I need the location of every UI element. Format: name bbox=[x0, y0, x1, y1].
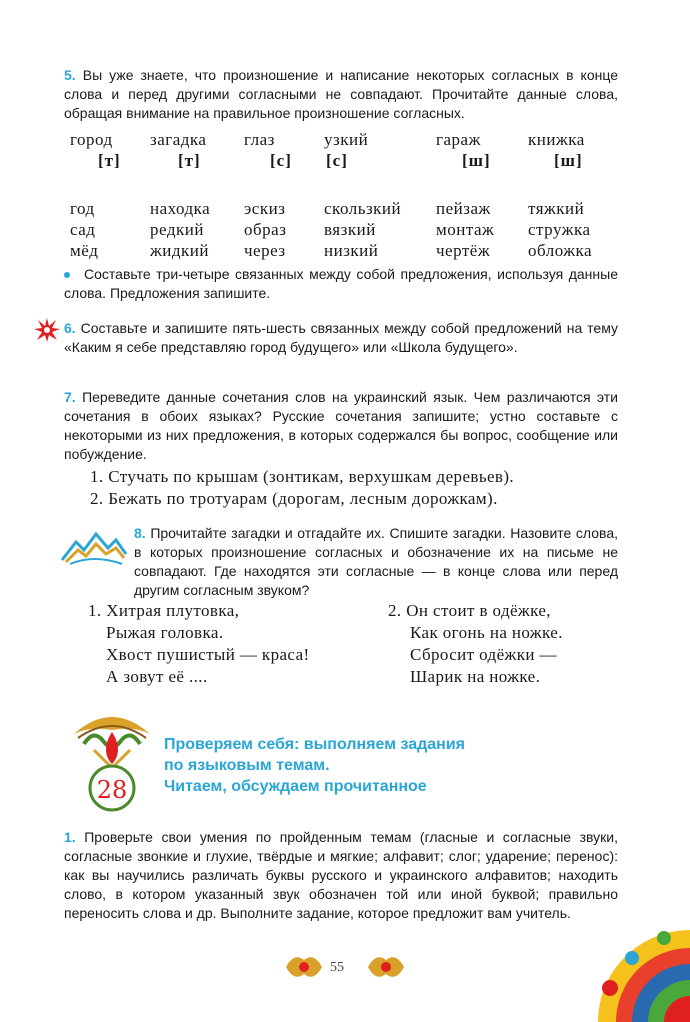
head-word: гараж bbox=[436, 130, 481, 149]
lesson-title-line: по языковым темам. bbox=[164, 757, 330, 774]
word: скользкий bbox=[324, 199, 402, 218]
word: образ bbox=[244, 220, 287, 239]
word: вязкий bbox=[324, 220, 376, 239]
bullet-icon bbox=[64, 272, 70, 278]
word: через bbox=[244, 241, 286, 260]
head-word: книжка bbox=[528, 130, 585, 149]
exercise-5-bullet bbox=[64, 265, 618, 303]
exercise-number: 8. bbox=[134, 525, 146, 541]
exercise-number: 7. bbox=[64, 389, 76, 405]
head-word: город bbox=[70, 130, 113, 149]
riddle-line: А зовут её .... bbox=[106, 667, 208, 686]
star-burst-icon bbox=[34, 318, 60, 342]
ornament-right-icon bbox=[366, 950, 406, 984]
riddle-2 bbox=[388, 600, 563, 688]
word: редкий bbox=[150, 220, 204, 239]
sound-mark: [ш] bbox=[462, 151, 491, 170]
word: сад bbox=[70, 220, 96, 239]
ornament-left-icon bbox=[284, 950, 324, 984]
word: мёд bbox=[70, 241, 99, 260]
word-column bbox=[150, 130, 210, 262]
sound-mark: [т] bbox=[98, 151, 121, 170]
list-item: 1. Стучать по крышам (зонтикам, верхушкам деревьев). bbox=[90, 467, 515, 486]
word: пейзаж bbox=[436, 199, 491, 218]
lesson-title bbox=[164, 734, 465, 797]
list-item: 2. Бежать по тротуарам (дорогам, лесным дорожкам). bbox=[90, 489, 498, 508]
lesson-number: 28 bbox=[96, 776, 128, 804]
word: обложка bbox=[528, 241, 593, 260]
word-column bbox=[324, 130, 401, 262]
head-word: узкий bbox=[324, 130, 369, 149]
lesson-title-line: Читаем, обсуждаем прочитанное bbox=[164, 778, 427, 795]
riddle-line: Как огонь на ножке. bbox=[410, 623, 563, 642]
riddle-line: 2. Он стоит в одёжке, bbox=[388, 601, 551, 620]
riddle-1 bbox=[88, 600, 310, 688]
word: находка bbox=[150, 199, 211, 218]
riddle-line: Хвост пушистый — краса! bbox=[106, 645, 310, 664]
exercise-5 bbox=[64, 66, 618, 123]
exercise-text: Составьте и запишите пять-шесть связанных между собой предложений на тему «Каким я себе представляю город будущего» или «Школа будущего». bbox=[64, 320, 618, 355]
word: жидкий bbox=[150, 241, 209, 260]
word: стружка bbox=[528, 220, 591, 239]
mountains-icon bbox=[60, 524, 128, 566]
sound-mark: [с] bbox=[270, 151, 292, 170]
exercise-7 bbox=[64, 388, 618, 464]
riddle-line: Рыжая головка. bbox=[106, 623, 224, 642]
sound-mark: [т] bbox=[178, 151, 201, 170]
head-word: глаз bbox=[244, 130, 275, 149]
exercise-text: Переведите данные сочетания слов на украинский язык. Чем различаются эти сочетания в обоих языках? Русские сочетания запишите; устно составьте с некоторыми из них предложения, в которых содержался бы вопрос, сообщение или побуждение. bbox=[64, 389, 619, 462]
head-word: загадка bbox=[150, 130, 207, 149]
exercise-number: 1. bbox=[64, 829, 76, 845]
exercise-number: 5. bbox=[64, 67, 76, 83]
word-column bbox=[244, 130, 292, 262]
word: монтаж bbox=[436, 220, 495, 239]
word-column bbox=[70, 130, 121, 262]
exercise-text: Вы уже знаете, что произношение и написание некоторых согласных в конце слова и перед другими согласными не совпадают. Прочитайте данные слова, обращая внимание на правильное произношение согласных. bbox=[64, 67, 618, 121]
exercise-number: 6. bbox=[64, 320, 76, 336]
word: тяжкий bbox=[528, 199, 585, 218]
word: низкий bbox=[324, 241, 379, 260]
riddle-line: Сбросит одёжки — bbox=[410, 645, 557, 664]
bullet-text: Составьте три-четыре связанных между собой предложения, используя данные слова. Предложения запишите. bbox=[64, 266, 618, 301]
exercise-8 bbox=[134, 524, 618, 600]
exercise-1 bbox=[64, 828, 618, 923]
riddle-line: Шарик на ножке. bbox=[410, 667, 541, 686]
exercise-7-items bbox=[90, 466, 514, 510]
decorative-flower-corner-icon bbox=[590, 918, 690, 1022]
word: чертёж bbox=[436, 241, 491, 260]
lesson-title-line: Проверяем себя: выполняем задания bbox=[164, 736, 466, 753]
riddle-line: 1. Хитрая плутовка, bbox=[88, 601, 240, 620]
word-column bbox=[528, 130, 592, 262]
exercise-6 bbox=[64, 319, 618, 357]
sound-mark: [с] bbox=[326, 151, 348, 170]
page-number: 55 bbox=[330, 960, 344, 975]
exercise-text: Проверьте свои умения по пройденным темам (гласные и согласные звуки, согласные звонкие и глухие, твёрдые и мягкие; алфавит; слог; ударение; перенос): как вы научились различать буквы русского и украинского алфавитов; находить слово, в котором указанный звук обозначен той или иной буквой; правильно переносить слова и др. Выполните задание, которое предложит вам учитель. bbox=[64, 829, 618, 921]
word: эскиз bbox=[244, 199, 286, 218]
exercise-text: Прочитайте загадки и отгадайте их. Спишите загадки. Назовите слова, в которых произношение согласных и обозначение их на письме не совпадают. Где находятся эти согласные — в конце слова или перед другим согласным звуком? bbox=[134, 525, 618, 598]
sound-mark: [ш] bbox=[554, 151, 583, 170]
word-column bbox=[436, 130, 494, 262]
word: год bbox=[70, 199, 95, 218]
